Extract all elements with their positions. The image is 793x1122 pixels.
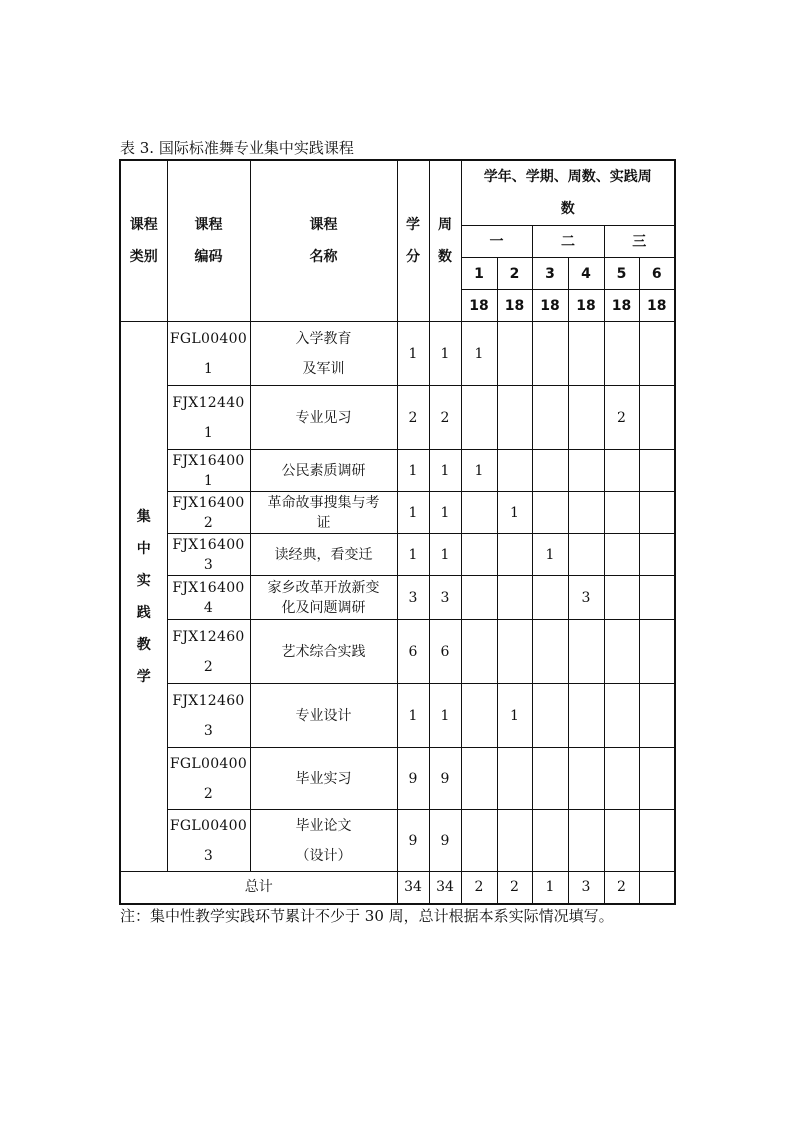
header-semester-weeks-2: 18 [497,290,532,322]
total-row [120,872,675,904]
semester-2-cell [497,810,532,872]
practice-course-table [119,159,676,905]
semester-6-cell [639,620,675,684]
semester-5-cell [604,322,639,386]
table-row [120,810,675,872]
semester-4-cell [568,322,604,386]
header-name [250,160,397,322]
course-weeks: 1 [429,534,461,576]
header-semester-weeks-3: 18 [532,290,568,322]
table-row [120,576,675,620]
semester-5-cell [604,684,639,748]
course-code: FJX12460 3 [167,684,250,748]
course-weeks: 9 [429,748,461,810]
header-category-text: 课程 类别 [129,217,158,265]
table-row [120,748,675,810]
semester-3-cell [532,386,568,450]
semester-3-cell [532,322,568,386]
semester-1-cell [461,810,497,872]
header-year-3: 三 [604,226,675,258]
table-row [120,322,675,386]
semester-5-cell [604,450,639,492]
course-code: FGL00400 3 [167,810,250,872]
course-weeks: 6 [429,620,461,684]
semester-3-cell [532,492,568,534]
semester-4-cell [568,450,604,492]
course-credit: 1 [397,322,429,386]
category-cell [120,322,167,872]
course-code: FJX12440 1 [167,386,250,450]
course-weeks: 1 [429,492,461,534]
course-code: FGL00400 1 [167,322,250,386]
header-credit-text: 学 分 [406,217,420,265]
header-semester-1: 1 [461,258,497,290]
semester-2-cell: 1 [497,492,532,534]
semester-2-cell: 1 [497,684,532,748]
semester-5-cell [604,748,639,810]
semester-6-cell [639,450,675,492]
course-weeks: 9 [429,810,461,872]
header-schedule [461,160,675,226]
course-name: 读经典，看变迁 [250,534,397,576]
semester-2-cell [497,576,532,620]
header-semester-6: 6 [639,258,675,290]
semester-2-cell [497,322,532,386]
course-code: FGL00400 2 [167,748,250,810]
semester-4-cell: 3 [568,576,604,620]
header-year-1: 一 [461,226,532,258]
semester-5-cell [604,534,639,576]
semester-6-cell [639,386,675,450]
course-name: 毕业实习 [250,748,397,810]
semester-5-cell [604,620,639,684]
table-row [120,450,675,492]
table-row [120,534,675,576]
course-name: 专业见习 [250,386,397,450]
header-category [120,160,167,322]
semester-2-cell [497,386,532,450]
course-code: FJX16400 2 [167,492,250,534]
total-semester-6 [639,872,675,904]
semester-6-cell [639,684,675,748]
semester-1-cell [461,684,497,748]
course-weeks: 1 [429,684,461,748]
course-weeks: 2 [429,386,461,450]
semester-5-cell: 2 [604,386,639,450]
semester-6-cell [639,810,675,872]
header-semester-weeks-6: 18 [639,290,675,322]
header-schedule-text: 学年、学期、周数、实践周 数 [483,169,652,217]
total-semester-4: 3 [568,872,604,904]
header-name-text: 课程 名称 [309,217,338,265]
course-code: FJX16400 3 [167,534,250,576]
semester-3-cell: 1 [532,534,568,576]
header-semester-2: 2 [497,258,532,290]
total-weeks: 34 [429,872,461,904]
header-semester-weeks-5: 18 [604,290,639,322]
header-semester-4: 4 [568,258,604,290]
header-weeks [429,160,461,322]
semester-6-cell [639,748,675,810]
total-semester-5: 2 [604,872,639,904]
semester-1-cell [461,534,497,576]
semester-6-cell [639,534,675,576]
header-semester-3: 3 [532,258,568,290]
semester-4-cell [568,386,604,450]
course-name: 入学教育 及军训 [250,322,397,386]
table-row [120,492,675,534]
course-code: FJX12460 2 [167,620,250,684]
course-name: 公民素质调研 [250,450,397,492]
course-name: 艺术综合实践 [250,620,397,684]
semester-5-cell [604,576,639,620]
semester-5-cell [604,810,639,872]
total-semester-3: 1 [532,872,568,904]
header-semester-weeks-4: 18 [568,290,604,322]
total-credit: 34 [397,872,429,904]
semester-2-cell [497,748,532,810]
total-semester-2: 2 [497,872,532,904]
course-credit: 6 [397,620,429,684]
course-credit: 9 [397,810,429,872]
semester-1-cell: 1 [461,450,497,492]
total-label: 总计 [120,872,397,904]
semester-1-cell [461,576,497,620]
semester-1-cell: 1 [461,322,497,386]
course-credit: 1 [397,492,429,534]
semester-6-cell [639,322,675,386]
semester-3-cell [532,748,568,810]
semester-4-cell [568,810,604,872]
course-credit: 3 [397,576,429,620]
semester-3-cell [532,620,568,684]
header-semester-5: 5 [604,258,639,290]
semester-5-cell [604,492,639,534]
semester-4-cell [568,684,604,748]
semester-1-cell [461,492,497,534]
category-label: 集 中 实 践 教 学 [136,508,151,685]
header-code [167,160,250,322]
header-weeks-text: 周 数 [438,217,452,265]
table-row [120,684,675,748]
semester-6-cell [639,492,675,534]
semester-1-cell [461,620,497,684]
course-name: 革命故事搜集与考 证 [250,492,397,534]
semester-2-cell [497,620,532,684]
course-credit: 1 [397,534,429,576]
course-name: 毕业论文 （设计） [250,810,397,872]
course-code: FJX16400 1 [167,450,250,492]
header-credit [397,160,429,322]
semester-4-cell [568,534,604,576]
course-name: 专业设计 [250,684,397,748]
semester-4-cell [568,620,604,684]
total-semester-1: 2 [461,872,497,904]
semester-3-cell [532,450,568,492]
table-caption: 表 3. 国际标准舞专业集中实践课程 [120,139,354,157]
header-year-2: 二 [532,226,604,258]
table-row [120,386,675,450]
course-credit: 2 [397,386,429,450]
semester-2-cell [497,534,532,576]
semester-3-cell [532,810,568,872]
semester-1-cell [461,386,497,450]
semester-1-cell [461,748,497,810]
table-row [120,620,675,684]
course-code: FJX16400 4 [167,576,250,620]
course-credit: 1 [397,450,429,492]
course-weeks: 1 [429,450,461,492]
semester-6-cell [639,576,675,620]
semester-3-cell [532,684,568,748]
course-weeks: 1 [429,322,461,386]
header-code-text: 课程 编码 [194,217,223,265]
semester-3-cell [532,576,568,620]
semester-4-cell [568,492,604,534]
course-name: 家乡改革开放新变 化及问题调研 [250,576,397,620]
semester-4-cell [568,748,604,810]
table-footnote: 注：集中性教学实践环节累计不少于 30 周，总计根据本系实际情况填写。 [120,907,614,925]
semester-2-cell [497,450,532,492]
course-weeks: 3 [429,576,461,620]
header-semester-weeks-1: 18 [461,290,497,322]
course-credit: 1 [397,684,429,748]
course-credit: 9 [397,748,429,810]
